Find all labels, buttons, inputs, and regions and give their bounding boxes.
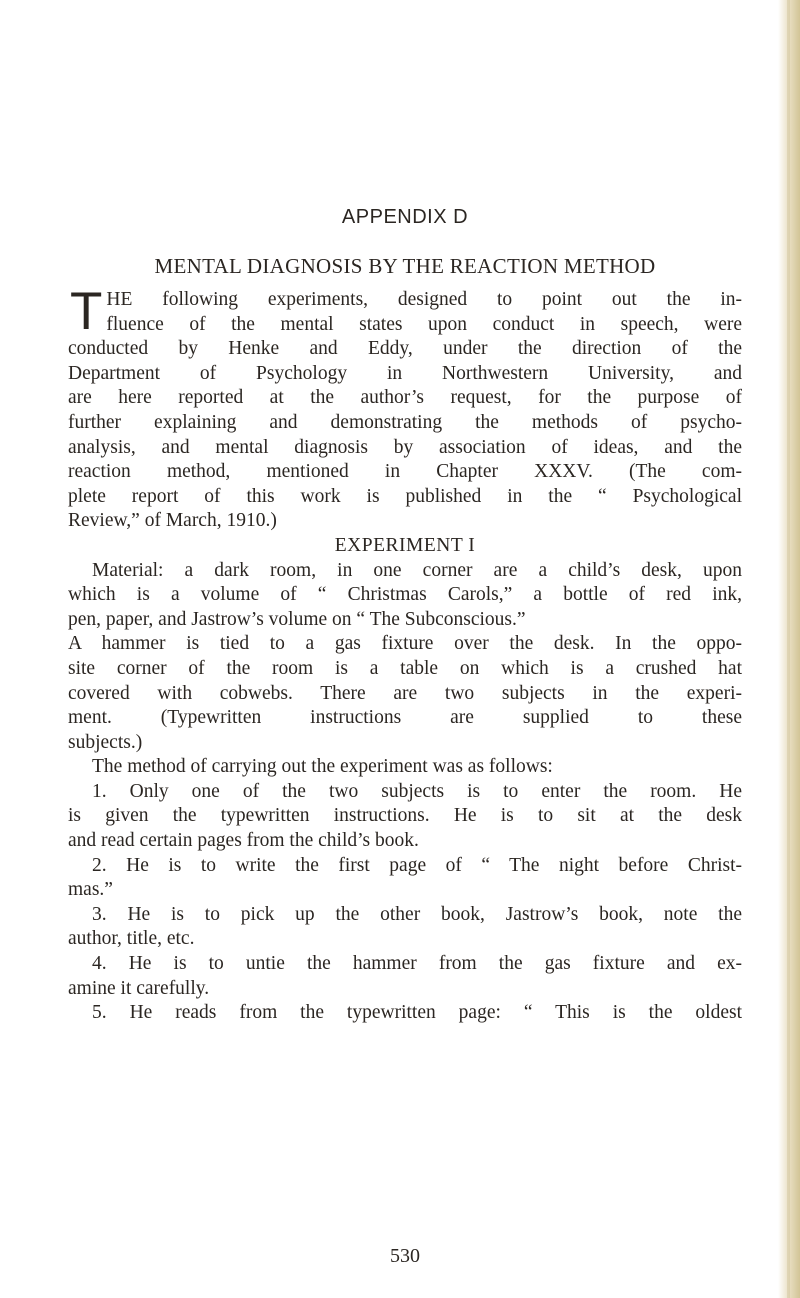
experiment-heading: EXPERIMENT I [334,534,476,556]
text-line: A hammer is tied to a gas fixture over the desk. In the oppo- [68,633,742,655]
text-line: are here reported at the author’s request, for the purpose of [68,387,742,409]
material-paragraph [68,559,742,756]
text-line: mas.” [68,879,113,901]
intro-paragraph [68,282,742,534]
text-line: fluence of the mental states upon conduct in speech, were [106,313,742,335]
text-line: covered with cobwebs. There are two subjects in the experi- [68,682,742,704]
text-line: ment. (Typewritten instructions are supplied to these [68,707,742,729]
text-line: amine it carefully. [68,977,210,999]
step-5 [68,1001,742,1026]
chapter-title: MENTAL DIAGNOSIS BY THE REACTION METHOD [154,254,656,278]
drop-cap: T [70,282,103,341]
text-line: which is a volume of “ Christmas Carols,” a bottle of red ink, [68,584,742,606]
text-line: Review,” of March, 1910.) [68,510,277,532]
text-line: 1. Only one of the two subjects is to enter the room. He [92,780,742,802]
appendix-label: APPENDIX D [341,206,469,228]
method-line: The method of carrying out the experiment was as follows: [92,756,553,778]
page-number: 530 [390,1245,420,1267]
page-edge-shadow [787,0,790,1298]
text-line: and read certain pages from the child’s book. [68,830,419,852]
text-line: conducted by Henke and Eddy, under the direction of the [68,338,742,360]
text-line: 3. He is to pick up the other book, Jastrow’s book, note the [92,903,742,925]
text-line: subjects.) [68,731,143,753]
text-line: is given the typewritten instructions. He is to sit at the desk [68,805,742,827]
step-2 [68,854,742,903]
text-line: 5. He reads from the typewritten page: “ This is the oldest [92,1002,742,1024]
text-line: plete report of this work is published in the “ Psychological [68,485,742,507]
text-line: 2. He is to write the first page of “ The night before Christ- [92,854,742,876]
text-line: analysis, and mental diagnosis by association of ideas, and the [68,436,742,458]
step-3 [68,903,742,952]
text-line: author, title, etc. [68,928,195,950]
text-line: Material: a dark room, in one corner are a child’s desk, upon [92,559,742,581]
text-line: further explaining and demonstrating the methods of psycho- [68,411,742,433]
text-line: reaction method, mentioned in Chapter XXXV. (The com- [68,461,742,483]
text-line: HE following experiments, designed to point out the in- [106,289,742,310]
text-line: site corner of the room is a table on which is a crushed hat [68,657,742,679]
text-line: Department of Psychology in Northwestern University, and [68,362,742,384]
step-4 [68,952,742,1001]
body-text [68,282,742,1026]
step-1 [68,780,742,854]
text-line: 4. He is to untie the hammer from the gas fixture and ex- [92,953,742,975]
text-line: pen, paper, and Jastrow’s volume on “ The Subconscious.” [68,608,526,630]
